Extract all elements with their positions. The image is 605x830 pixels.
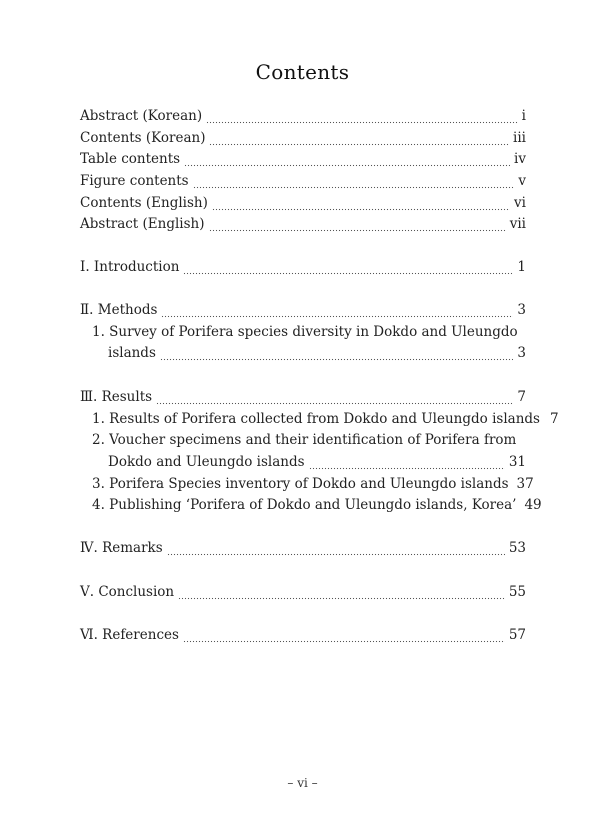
dot-leader xyxy=(160,351,514,361)
toc-page-number: i xyxy=(521,108,526,124)
toc-label: Figure contents xyxy=(80,173,189,189)
toc-page-number: 3 xyxy=(517,345,526,361)
toc-label: 2. Voucher specimens and their identification of Porifera from xyxy=(92,432,517,448)
dot-leader xyxy=(193,179,515,189)
toc-page-number: 7 xyxy=(549,411,559,427)
toc-page-number: 55 xyxy=(508,584,526,600)
toc-label: Abstract (English) xyxy=(80,216,205,232)
toc-label: Ⅵ. References xyxy=(80,627,179,643)
toc-entry-references[interactable] xyxy=(80,627,526,647)
toc-entry-results-3[interactable] xyxy=(92,476,534,496)
toc-entry-methods-1-line1[interactable] xyxy=(92,324,526,344)
toc-label: Ⅲ. Results xyxy=(80,389,153,405)
dot-leader xyxy=(309,460,505,470)
toc-label: Ⅱ. Methods xyxy=(80,302,158,318)
toc-entry-figure-contents[interactable] xyxy=(80,173,526,193)
toc-page-number: 3 xyxy=(517,302,526,318)
dot-leader xyxy=(183,633,505,643)
toc-entry-methods-1-line2[interactable] xyxy=(108,345,526,365)
dot-leader xyxy=(206,114,518,124)
toc-entry-results[interactable] xyxy=(80,389,526,409)
toc-page-number: 37 xyxy=(516,476,534,492)
toc-entry-table-contents[interactable] xyxy=(80,151,526,171)
page-title: Contents xyxy=(255,60,350,84)
page-footer-number: – vi – xyxy=(287,776,318,790)
toc-label: Abstract (Korean) xyxy=(80,108,203,124)
toc-entry-results-2-line1[interactable] xyxy=(92,432,526,452)
dot-leader xyxy=(209,136,509,146)
toc-label: Table contents xyxy=(80,151,181,167)
toc-entry-results-2-line2[interactable] xyxy=(108,454,526,474)
dot-leader xyxy=(183,265,513,275)
toc-label: Contents (English) xyxy=(80,195,208,211)
dot-leader xyxy=(156,395,513,405)
toc-page-number: 49 xyxy=(524,497,542,513)
toc-page-number: 1 xyxy=(517,259,526,275)
toc-page-number: vi xyxy=(514,195,526,211)
toc-entry-methods[interactable] xyxy=(80,302,526,322)
toc-label: Ⅳ. Remarks xyxy=(80,540,163,556)
toc-label: Contents (Korean) xyxy=(80,130,206,146)
toc-page-number: vii xyxy=(509,216,526,232)
toc-label: 4. Publishing ‘Porifera of Dokdo and Uleungdo islands, Korea’ xyxy=(92,497,517,513)
toc-entry-conclusion[interactable] xyxy=(80,584,526,604)
toc-entry-abstract-korean[interactable] xyxy=(80,108,526,128)
dot-leader xyxy=(167,546,505,556)
toc-label: islands xyxy=(108,345,156,361)
toc-page-number: 57 xyxy=(508,627,526,643)
toc-label: Ⅴ. Conclusion xyxy=(80,584,175,600)
toc-entry-results-4[interactable] xyxy=(92,497,542,517)
dot-leader xyxy=(212,201,510,211)
toc-page-number: iii xyxy=(513,130,526,146)
toc-label: 1. Survey of Porifera species diversity in Dokdo and Uleungdo xyxy=(92,324,518,340)
toc-entry-results-1[interactable] xyxy=(92,411,559,431)
toc-page-number: iv xyxy=(514,151,526,167)
toc-label: Dokdo and Uleungdo islands xyxy=(108,454,305,470)
dot-leader xyxy=(161,308,513,318)
toc-entry-abstract-english[interactable] xyxy=(80,216,526,236)
toc-entry-contents-korean[interactable] xyxy=(80,130,526,150)
toc-entry-introduction[interactable] xyxy=(80,259,526,279)
toc-page-number: 31 xyxy=(508,454,526,470)
toc-page-number: 53 xyxy=(508,540,526,556)
toc-entry-contents-english[interactable] xyxy=(80,195,526,215)
toc-entry-remarks[interactable] xyxy=(80,540,526,560)
dot-leader xyxy=(209,222,506,232)
toc-page-number: v xyxy=(518,173,526,189)
toc-page-number: 7 xyxy=(517,389,526,405)
toc-label: Ⅰ. Introduction xyxy=(80,259,180,275)
toc-label: 1. Results of Porifera collected from Dokdo and Uleungdo islands xyxy=(92,411,540,427)
dot-leader xyxy=(178,590,505,600)
dot-leader xyxy=(184,157,510,167)
toc-label: 3. Porifera Species inventory of Dokdo and Uleungdo islands xyxy=(92,476,509,492)
